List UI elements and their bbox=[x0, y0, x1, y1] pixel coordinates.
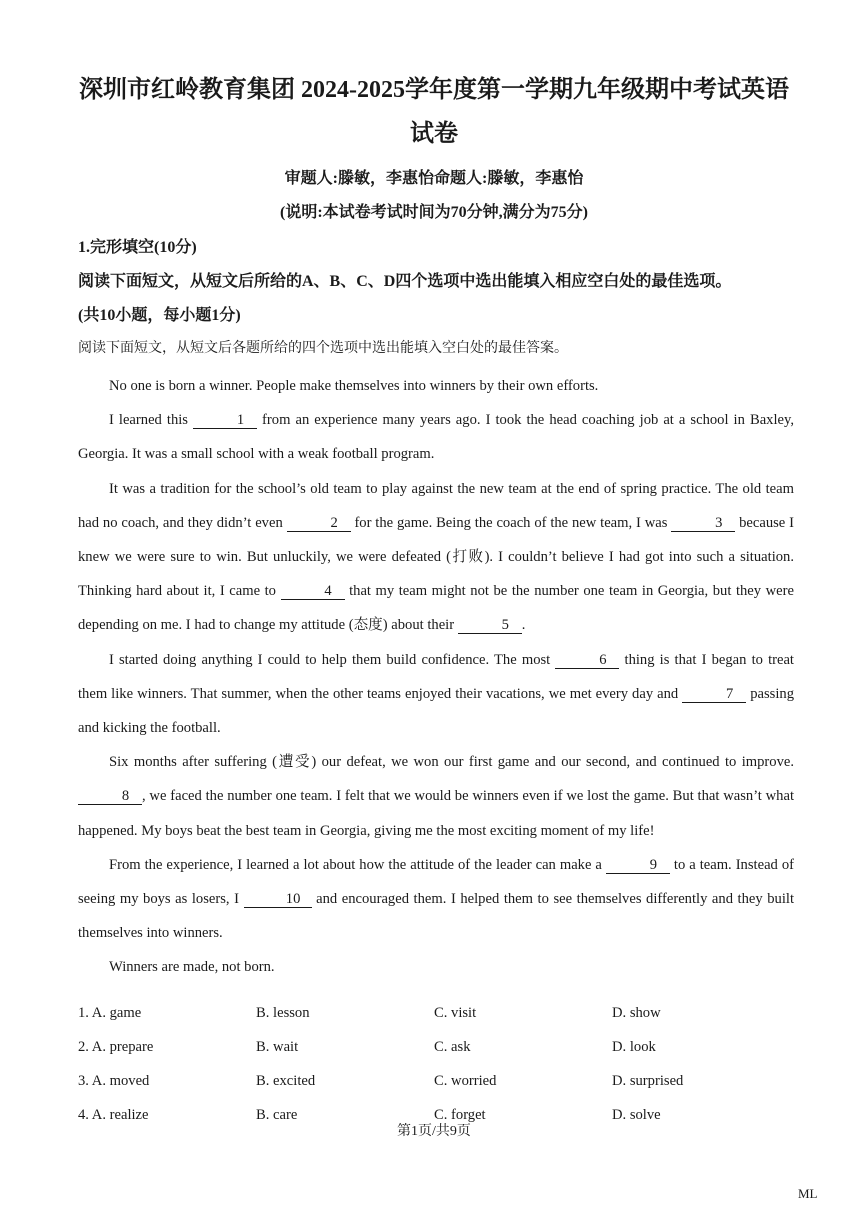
passage-text: and encouraged them. I helped them to see themselves differently and they built themselves into winners. bbox=[78, 891, 794, 942]
section-instruction: 阅读下面短文，从短文后所给的A、B、C、D四个选项中选出能填入相应空白处的最佳选项。 bbox=[78, 273, 732, 290]
passage-paragraph bbox=[78, 643, 794, 746]
passage-paragraph bbox=[78, 369, 794, 403]
option-d: D. solve bbox=[612, 1106, 661, 1123]
option-b: B. care bbox=[256, 1106, 298, 1123]
passage-text: . bbox=[521, 617, 526, 634]
passage-text: for the game. Being the coach of the new team, I was bbox=[350, 514, 672, 531]
blank-1: 1 bbox=[193, 412, 257, 429]
blank-9: 9 bbox=[606, 857, 670, 874]
option-a: 3. A. moved bbox=[78, 1072, 150, 1089]
answer-options bbox=[78, 996, 798, 1132]
watermark-text: ML bbox=[798, 1186, 818, 1201]
option-c: C. ask bbox=[434, 1038, 471, 1055]
section-heading: 1.完形填空(10分) bbox=[78, 239, 197, 256]
passage-text: Six months after suffering (遭受) our defeat, we won our first game and our second, and continued to improve. bbox=[109, 754, 794, 771]
option-a: 1. A. game bbox=[78, 1004, 142, 1021]
passage-text: , we faced the number one team. I felt that we would be winners even if we lost the game. But that wasn’t what happened. My boys beat the best team in Georgia, giving me the most exciting moment of my life! bbox=[78, 788, 794, 839]
passage-text: It was a tradition for the school’s old team to play against the new team at the end of spring practice. The old team had no coach, and they didn’t even bbox=[78, 480, 794, 531]
passage-text: passing and kicking the football. bbox=[78, 685, 794, 737]
option-c: C. forget bbox=[434, 1106, 486, 1123]
blank-10: 10 bbox=[244, 891, 312, 908]
exam-note: (说明:本试卷考试时间为70分钟,满分为75分) bbox=[280, 204, 588, 221]
option-row bbox=[78, 996, 798, 1030]
option-b: B. excited bbox=[256, 1072, 316, 1089]
option-d: D. look bbox=[612, 1038, 656, 1055]
section-question-count: (共10小题，每小题1分) bbox=[78, 307, 241, 324]
passage-text: From the experience, I learned a lot about how the attitude of the leader can make a bbox=[109, 856, 606, 873]
option-b: B. lesson bbox=[256, 1004, 310, 1021]
passage-paragraph bbox=[78, 745, 794, 848]
passage-instruction: 阅读下面短文，从短文后各题所给的四个选项中选出能填入空白处的最佳答案。 bbox=[78, 341, 568, 356]
passage-text: thing is that I began to treat them like winners. That summer, when the other teams enjoyed their vacations, we met every day and bbox=[78, 651, 794, 702]
passage-paragraph bbox=[78, 403, 794, 471]
option-d: D. surprised bbox=[612, 1072, 684, 1089]
passage-text: to a team. Instead of seeing my boys as losers, I bbox=[78, 856, 794, 908]
option-row bbox=[78, 1064, 798, 1098]
blank-4: 4 bbox=[281, 583, 345, 600]
exam-title-line2: 试卷 bbox=[410, 121, 458, 147]
blank-7: 7 bbox=[682, 686, 746, 703]
option-d: D. show bbox=[612, 1004, 661, 1021]
passage-paragraph bbox=[78, 950, 794, 984]
blank-5: 5 bbox=[458, 617, 522, 634]
option-a: 4. A. realize bbox=[78, 1106, 149, 1123]
blank-3: 3 bbox=[671, 515, 735, 532]
blank-8: 8 bbox=[78, 788, 142, 805]
option-c: C. visit bbox=[434, 1004, 477, 1021]
passage-text: because I knew we were sure to win. But unluckily, we were defeated (打败). I couldn’t believe I had got into such a situation. Thinking hard about it, I came to bbox=[78, 514, 794, 600]
passage-text: from an experience many years ago. I took the head coaching job at a school in Baxley, Georgia. It was a small school with a weak football program. bbox=[78, 412, 794, 463]
passage-text: Winners are made, not born. bbox=[109, 959, 275, 976]
option-row bbox=[78, 1030, 798, 1064]
reviewers-line: 审题人:滕敏，李惠怡命题人:滕敏，李惠怡 bbox=[284, 170, 584, 187]
blank-6: 6 bbox=[555, 652, 619, 669]
passage-text: that my team might not be the number one team in Georgia, but they were depending on me. I had to change my attitude (态度) about their bbox=[78, 583, 794, 634]
option-c: C. worried bbox=[434, 1072, 497, 1089]
option-a: 2. A. prepare bbox=[78, 1038, 154, 1055]
option-b: B. wait bbox=[256, 1038, 299, 1055]
page-number: 第1页/共9页 bbox=[397, 1124, 471, 1139]
exam-title-line1: 深圳市红岭教育集团 2024-2025学年度第一学期九年级期中考试英语 bbox=[79, 77, 789, 103]
passage-text: I learned this bbox=[109, 412, 194, 429]
blank-2: 2 bbox=[287, 515, 351, 532]
passage-paragraph bbox=[78, 848, 794, 951]
passage-text: No one is born a winner. People make themselves into winners by their own efforts. bbox=[109, 378, 599, 394]
cloze-passage bbox=[78, 369, 794, 985]
passage-text: I started doing anything I could to help them build confidence. The most bbox=[109, 651, 556, 668]
passage-paragraph bbox=[78, 472, 794, 643]
